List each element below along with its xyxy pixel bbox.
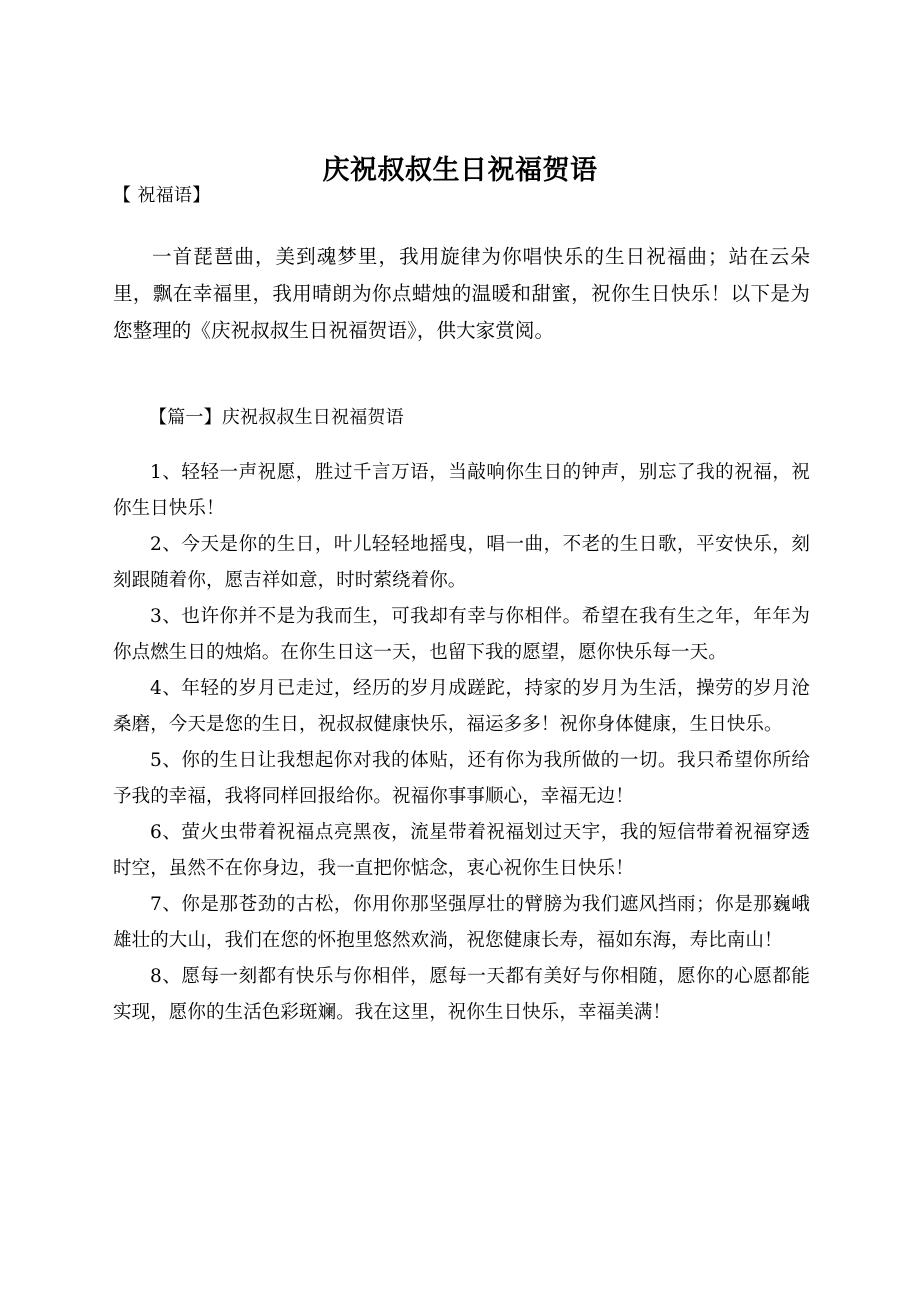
list-item: 6、萤火虫带着祝福点亮黑夜，流星带着祝福划过天宇，我的短信带着祝福穿透时空，虽然不在你身边，我一直把你惦念，衷心祝你生日快乐！ (113, 822, 810, 879)
list-item: 1、轻轻一声祝愿，胜过千言万语，当敲响你生日的钟声，别忘了我的祝福，祝你生日快乐！ (113, 462, 810, 519)
page-title: 庆祝叔叔生日祝福贺语 (322, 155, 598, 187)
list-item: 4、年轻的岁月已走过，经历的岁月成蹉跎，持家的岁月为生活，操劳的岁月沧桑磨，今天是您的生日，祝叔叔健康快乐，福运多多！祝你身体健康，生日快乐。 (113, 678, 810, 735)
list-item: 7、你是那苍劲的古松，你用你那坚强厚壮的臂膀为我们遮风挡雨；你是那巍峨雄壮的大山，我们在您的怀抱里悠然欢淌，祝您健康长寿，福如东海，寿比南山！ (113, 894, 810, 951)
list-item: 3、也许你并不是为我而生，可我却有幸与你相伴。希望在我有生之年，年年为你点燃生日的烛焰。在你生日这一天，也留下我的愿望，愿你快乐每一天。 (113, 606, 810, 663)
category-label: 【 祝福语】 (113, 185, 211, 206)
wish-list (113, 455, 810, 1031)
intro-paragraph: 一首琵琶曲，美到魂梦里，我用旋律为你唱快乐的生日祝福曲；站在云朵里，飘在幸福里，我用晴朗为你点蜡烛的温暖和甜蜜，祝你生日快乐！以下是为您整理的《庆祝叔叔生日祝福贺语》，供大家赏阅。 (113, 245, 810, 342)
section-heading: 【篇一】庆祝叔叔生日祝福贺语 (149, 407, 404, 428)
list-item: 5、你的生日让我想起你对我的体贴，还有你为我所做的一切。我只希望你所给予我的幸福，我将同样回报给你。祝福你事事顺心，幸福无边！ (113, 750, 810, 807)
list-item: 8、愿每一刻都有快乐与你相伴，愿每一天都有美好与你相随，愿你的心愿都能实现，愿你的生活色彩斑斓。我在这里，祝你生日快乐，幸福美满！ (113, 966, 810, 1023)
document-body (113, 182, 810, 1031)
list-item: 2、今天是你的生日，叶儿轻轻地摇曳，唱一曲，不老的生日歌，平安快乐，刻刻跟随着你，愿吉祥如意，时时萦绕着你。 (113, 534, 810, 591)
